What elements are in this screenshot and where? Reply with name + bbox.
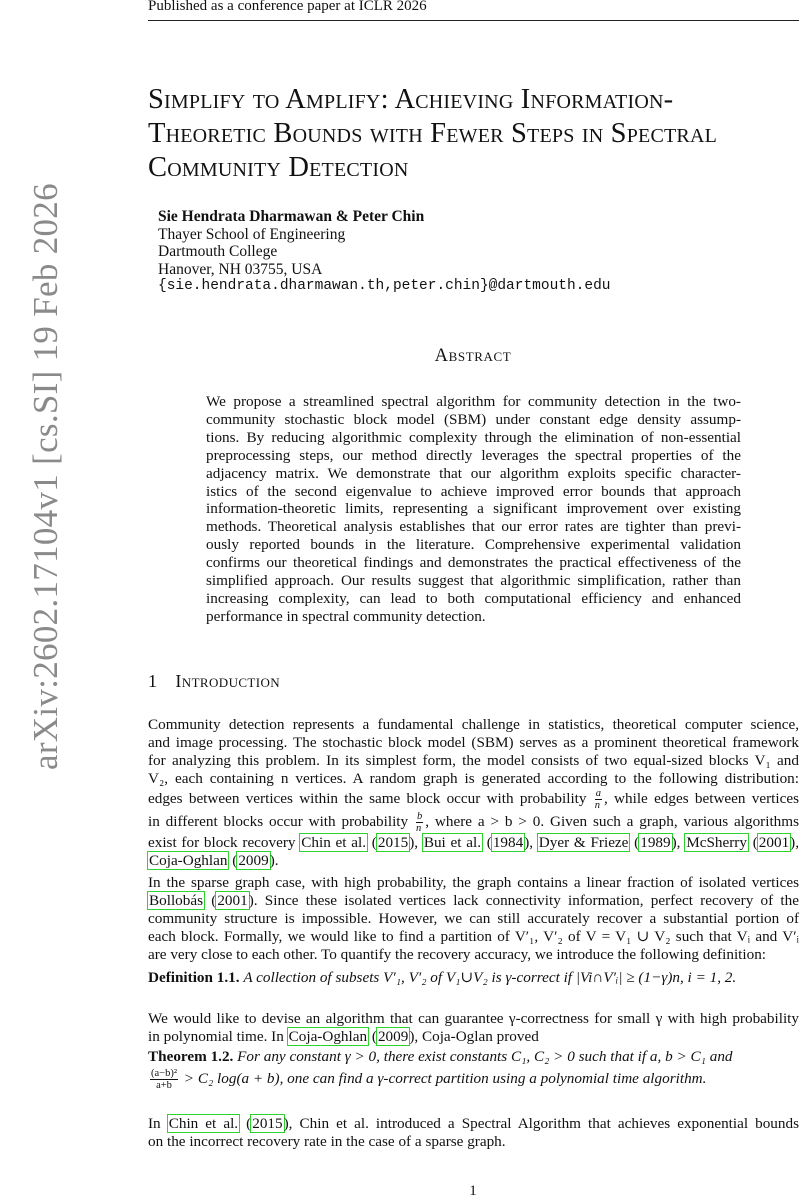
- theorem-1-2: [148, 1048, 799, 1091]
- abstract-line: confirms our theoretical findings and demonstrates the practical effectiveness of the: [206, 554, 741, 572]
- theorem-text: For any constant γ > 0, there exist constants C₁, C₂ > 0 such that if a, b > C₁ and: [237, 1048, 733, 1065]
- citation-chin[interactable]: Chin et al.: [301, 833, 367, 851]
- text-line: Bollobás (2001). Since these isolated vertices lack connectivity information, perfect recovery of the: [149, 891, 799, 909]
- citation-bollobas[interactable]: Bollobás: [149, 891, 204, 909]
- text-line: V₂, each containing n vertices. A random graph is generated according to the following distribution:: [148, 769, 799, 787]
- intro-paragraph-3: [148, 1010, 799, 1046]
- theorem-text: > C₂ log(a + b), one can find a γ-correct partition using a polynomial time algorithm.: [183, 1069, 707, 1087]
- affiliation-address: Hanover, NH 03755, USA: [158, 260, 323, 278]
- text-line: We would like to devise an algorithm that can guarantee γ-correctness for small γ with high probability: [148, 1010, 799, 1027]
- page-number: 1: [469, 1183, 477, 1199]
- author-email[interactable]: {sie.hendrata.dharmawan.th,peter.chin}@dartmouth.edu: [158, 278, 611, 294]
- affiliation-college: Dartmouth College: [158, 243, 278, 260]
- author-block: [158, 208, 610, 296]
- text-fragment: , where a > b > 0. Given such a graph, various algorithms: [425, 812, 799, 830]
- running-head: Published as a conference paper at ICLR 2026: [148, 0, 427, 14]
- abstract-line: tions. By reducing algorithmic complexity through the elimination of non-essential: [206, 428, 741, 446]
- abstract-line: preprocessing steps, our method directly leverages the spectral properties of the: [206, 446, 741, 464]
- text-line: Community detection represents a fundamental challenge in statistics, theoretical computer science,: [148, 716, 799, 733]
- text-fragment: In: [148, 1115, 161, 1132]
- theorem-line-1: [148, 1048, 799, 1066]
- abstract-line: methods. Theoretical analysis establishes that our error rates are tighter than previ-: [206, 518, 741, 536]
- text-line: community structure is impossible. However, we can still accurately recover a substantial portion of: [148, 909, 799, 927]
- title-line-2: Theoretic Bounds with Fewer Steps in Spectral: [148, 118, 718, 149]
- text-line: each block. Formally, we would like to find a partition of V′₁, V′₂ of V = V₁ ∪ V₂ such that Vᵢ and V′ᵢ: [148, 927, 799, 945]
- theorem-label: Theorem 1.2.: [148, 1048, 234, 1065]
- abstract-line: ously reported bounds in the literature. Comprehensive experimental validation: [206, 536, 741, 554]
- text-line: In the sparse graph case, with high probability, the graph contains a linear fraction of isolated vertices: [148, 874, 799, 891]
- text-line: exist for block recovery Chin et al. (2015), Bui et al. (1984), Dyer & Frieze (1989), McSherry (2001),: [148, 833, 800, 851]
- text-line: Coja-Oghlan (2009).: [149, 851, 279, 869]
- fraction-denominator: a+b: [156, 1080, 172, 1091]
- definition-text: A collection of subsets V′₁, V′₂ of V₁∪V₂ is γ-correct if |Vi∩V′ᵢ| ≥ (1−γ)n, i = 1, 2.: [243, 969, 737, 986]
- title-line-3: Community Detection: [148, 152, 409, 183]
- text-line: are very close to each other. To quantify the recovery accuracy, we introduce the following definition:: [148, 945, 767, 963]
- arxiv-identifier[interactable]: arXiv:2602.17104v1 [cs.SI] 19 Feb 2026: [26, 183, 65, 770]
- citation-dyer-frieze[interactable]: Dyer & Frieze: [538, 833, 629, 851]
- text-fragment: , while edges between vertices: [604, 789, 799, 807]
- intro-paragraph-4: [148, 1115, 799, 1151]
- title-line-1: Simplify to Amplify: Achieving Information-: [148, 84, 674, 115]
- theorem-line-2: [148, 1068, 799, 1091]
- text-line: [148, 811, 799, 834]
- abstract-line: We propose a streamlined spectral algorithm for community detection in the two-: [206, 393, 741, 410]
- citation-coja-oghlan[interactable]: Coja-Oghlan: [288, 1027, 368, 1045]
- text-line: for analyzing this problem. In its simplest form, the model consists of two equal-sized blocks V₁ and: [148, 751, 799, 769]
- fraction-a-over-n: $\frac{a}{n}$: [594, 787, 601, 811]
- citation-bui-year[interactable]: 1984: [492, 833, 524, 851]
- author-names: Sie Hendrata Dharmawan & Peter Chin: [158, 208, 425, 225]
- abstract-line: community stochastic block model (SBM) under constant edge density assump-: [206, 410, 741, 428]
- text-fragment: exist for block recovery: [148, 833, 296, 851]
- text-fragment: edges between vertices within the same block occur with probability: [148, 789, 587, 807]
- abstract-line: adjacency matrix. We demonstrate that our algorithm exploits specific character-: [206, 464, 741, 482]
- abstract-line: simplified approach. Our results suggest that algorithmic simplification, rather than: [206, 572, 741, 590]
- abstract-line: increasing complexity, can lead to both computational efficiency and enhanced: [206, 589, 741, 607]
- citation-coja-oghlan[interactable]: Coja-Oghlan: [149, 851, 228, 869]
- text-fragment: , Coja-Oglan proved: [414, 1027, 539, 1045]
- citation-mcsherry[interactable]: McSherry: [686, 833, 747, 851]
- text-fragment: . Since these isolated vertices lack connectivity information, perfect recovery of the: [253, 891, 799, 909]
- citation-dyer-year[interactable]: 1989: [640, 833, 671, 851]
- citation-chin-year[interactable]: 2015: [377, 833, 409, 851]
- citation-coja-year[interactable]: 2009: [238, 851, 269, 869]
- text-fragment: , Chin et al. introduced a Spectral Algorithm that achieves exponential bounds: [288, 1115, 799, 1132]
- citation-mcsherry-year[interactable]: 2001: [758, 833, 790, 851]
- text-fragment: in polynomial time. In: [148, 1027, 284, 1045]
- definition-1-1: [148, 968, 799, 987]
- intro-paragraph-2: [148, 874, 799, 964]
- citation-chin[interactable]: Chin et al.: [168, 1115, 239, 1132]
- citation-chin-year[interactable]: 2015: [252, 1115, 283, 1132]
- fraction-numerator: (a−b)²: [151, 1068, 177, 1079]
- intro-paragraph-1: [148, 716, 799, 869]
- text-line: in polynomial time. In Coja-Oghlan (2009), Coja-Oglan proved: [148, 1027, 539, 1045]
- definition-label: Definition 1.1.: [148, 969, 240, 986]
- citation-bui[interactable]: Bui et al.: [423, 833, 481, 851]
- abstract-line: performance in spectral community detection.: [206, 607, 486, 625]
- abstract-line: information-theoretic limits, representing a significant improvement over existing: [206, 500, 741, 518]
- abstract-heading: Abstract: [434, 346, 512, 366]
- fraction-b-over-n: $\frac{b}{n}$: [415, 810, 423, 834]
- paper-title: [148, 83, 801, 185]
- text-line: [148, 788, 799, 811]
- text-line: on the incorrect recovery rate in the case of a sparse graph.: [148, 1132, 506, 1150]
- theorem-fraction: [150, 1068, 178, 1091]
- text-fragment: in different blocks occur with probability: [148, 812, 409, 830]
- citation-bollobas-year[interactable]: 2001: [217, 891, 248, 909]
- abstract-line: istics of the second eigenvalue to achieve improved error bounds that approach: [206, 482, 741, 500]
- abstract-body: [206, 393, 741, 626]
- text-line: In Chin et al. (2015), Chin et al. introduced a Spectral Algorithm that achieves exponential bounds: [148, 1115, 799, 1132]
- section-number: 1: [148, 671, 158, 691]
- section-title: Introduction: [175, 671, 281, 691]
- text-line: and image processing. The stochastic block model (SBM) serves as a prominent theoretical framework: [148, 733, 799, 751]
- section-heading-introduction: [148, 671, 280, 692]
- header-rule: [148, 20, 799, 21]
- citation-coja-year[interactable]: 2009: [377, 1027, 409, 1045]
- affiliation-school: Thayer School of Engineering: [158, 225, 346, 243]
